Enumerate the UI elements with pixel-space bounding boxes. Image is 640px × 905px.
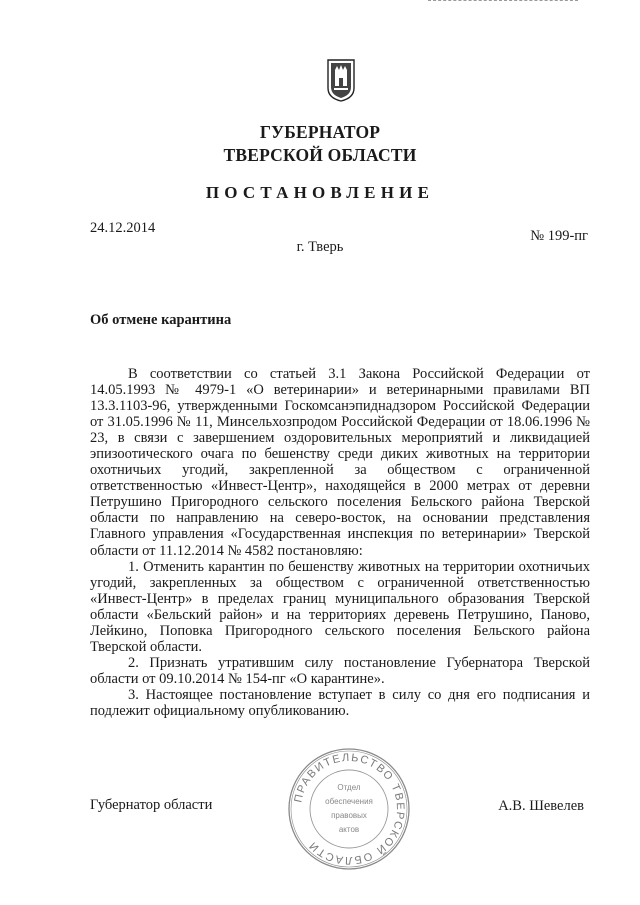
signatory-name: А.В. Шевелев (498, 798, 584, 814)
body-item-2: 2. Признать утратившим силу постановление Губернатора Тверской области от 09.10.2014 № 154-пг «О карантине». (90, 654, 590, 687)
document-subject: Об отмене карантина (90, 312, 232, 328)
stamp-line1: Отдел (337, 783, 361, 792)
document-city: г. Тверь (296, 239, 344, 255)
document-date: 24.12.2014 (90, 220, 156, 236)
official-stamp (286, 746, 412, 872)
document-type: ПОСТАНОВЛЕНИЕ (205, 183, 435, 202)
coat-of-arms-icon (326, 58, 356, 102)
stamp-line2: обеспечения (325, 797, 373, 806)
org-title-line1: ГУБЕРНАТОР (259, 122, 381, 142)
document-number: № 199-пг (530, 228, 588, 244)
body-item-3: 3. Настоящее постановление вступает в силу со дня его подписания и подлежит официальному опубликованию. (90, 686, 590, 719)
signatory-position: Губернатор области (90, 797, 213, 813)
scan-artifact (428, 0, 578, 5)
svg-text:ПРАВИТЕЛЬСТВО ТВЕРСКОЙ ОБЛАСТИ (292, 752, 406, 866)
org-title-line2: ТВЕРСКОЙ ОБЛАСТИ (223, 145, 417, 165)
stamp-line4: актов (338, 825, 360, 834)
body-intro-paragraph: В соответствии со статьей 3.1 Закона Российской Федерации от 14.05.1993 № 4979-1 «О ветеринарии» и ветеринарными правилами ВП 13.3.1103-96, утвержденными Госкомсанэпиднадзором Российской Федерации от 31.05.1996 № 11, Минсельхозпродом Российской Федерации от 18.06.1996 № 23, в связи с завершением оздоровительных мероприятий и ликвидацией эпизоотического очага по бешенству среди диких животных на территории охотничьих угодий, закрепленной за обществом с ограниченной ответственностью «Инвест-Центр», находящейся в 2000 метрах от деревни Петрушино Пригородного сельского поселения Бельского района Тверской области по направлению на северо-восток, на основании представления Главного управления «Государственная инспекция по ветеринарии» Тверской области от 11.12.2014 № 4582 постановляю: (90, 366, 590, 559)
document-body (90, 366, 590, 719)
body-item-1: 1. Отменить карантин по бешенству животных на территории охотничьих угодий, закрепленных за обществом с ограниченной ответственностью «Инвест-Центр» в пределах границ муниципального образования Тверской области «Бельский район» и на территориях деревень Петрушино, Паново, Лейкино, Поповка Пригородного сельского поселения Бельского района Тверской области. (90, 558, 590, 655)
stamp-ring-text: ПРАВИТЕЛЬСТВО ТВЕРСКОЙ ОБЛАСТИ (292, 751, 407, 867)
stamp-line3: правовых (331, 811, 367, 820)
